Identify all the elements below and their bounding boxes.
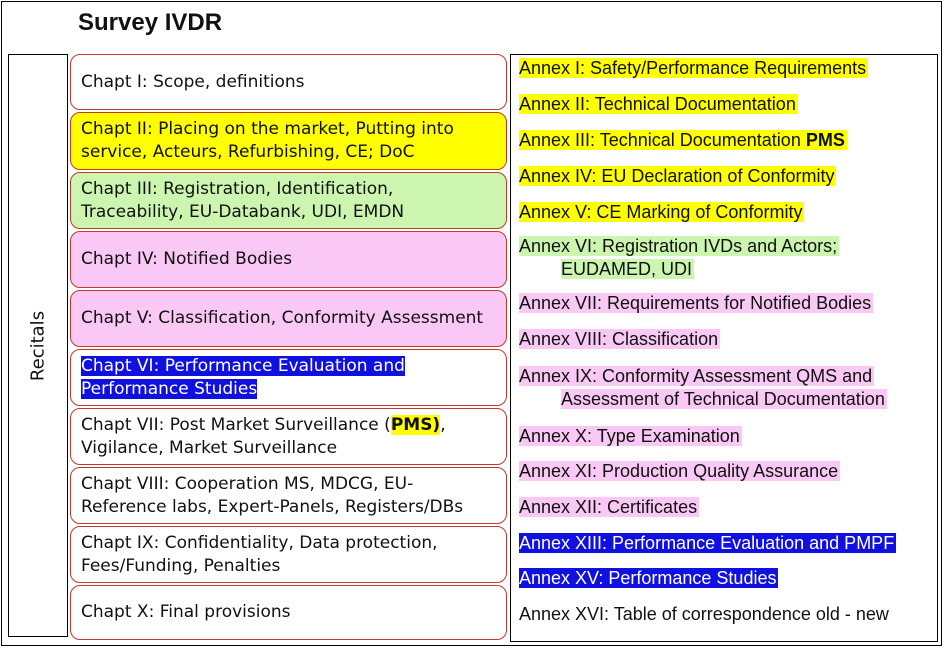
chapter-text [81, 414, 498, 460]
annex-item [519, 425, 742, 448]
chapter-text-after: , Vigilance, Market Surveillance [81, 414, 446, 458]
annex-text: EUDAMED, UDI [561, 259, 693, 279]
chapter-box [70, 54, 507, 110]
annex-line [519, 460, 840, 483]
chapter-pms-highlight: PMS) [390, 414, 441, 435]
annex-item [519, 365, 887, 411]
chapter-text: Chapt V: Classification, Conformity Assessment [81, 308, 484, 328]
annex-text: Annex XVI: Table of correspondence old - new [519, 604, 889, 624]
chapter-text [81, 355, 498, 401]
recitals-label: Recitals [27, 310, 49, 381]
annex-text: Assessment of Technical Documentation [561, 389, 885, 409]
recitals-box [8, 54, 68, 637]
chapter-text: Chapt III: Registration, Identification, Traceability, EU-Databank, UDI, EMDN [81, 178, 405, 222]
annex-line [519, 258, 839, 281]
annex-item [519, 603, 891, 626]
chapter-text: Chapt I: Scope, definitions [81, 71, 305, 92]
annex-line [519, 201, 804, 224]
annex-text: Annex V: CE Marking of Conformity [519, 202, 803, 222]
annex-item [519, 201, 804, 224]
chapter-box [70, 172, 507, 229]
chapter-text: Chapt VIII: Cooperation MS, MDCG, EU-Reference labs, Expert-Panels, Registers/DBs [81, 473, 464, 517]
annex-text: Annex XIII: Performance Evaluation and PMPF [519, 533, 895, 553]
annex-item [519, 567, 778, 590]
annex-item [519, 57, 868, 80]
chapter-box [70, 467, 507, 524]
chapter-text-highlight: Chapt VI: Performance Evaluation and Performance Studies [81, 355, 405, 399]
annex-line [519, 496, 699, 519]
chapter-box [70, 112, 507, 170]
annex-line [519, 292, 873, 315]
annex-line [519, 235, 839, 258]
annex-line [519, 93, 798, 116]
chapters-column [70, 54, 507, 640]
annex-text: Annex XV: Performance Studies [519, 568, 777, 588]
annex-item [519, 129, 847, 152]
annex-line [519, 328, 720, 351]
annex-line [519, 532, 896, 555]
chapter-box [70, 408, 507, 465]
chapter-box [70, 290, 507, 347]
annex-line [519, 129, 847, 152]
annex-line [519, 57, 868, 80]
annex-line [519, 388, 887, 411]
annex-line [519, 567, 778, 590]
page-title: Survey IVDR [78, 9, 223, 36]
chapter-box [70, 585, 507, 640]
annex-line [519, 165, 836, 188]
annex-item [519, 292, 873, 315]
chapter-text: Chapt II: Placing on the market, Putting into service, Acteurs, Refurbishing, CE; DoC [81, 119, 454, 162]
annex-text: Annex III: Technical Documentation PMS [519, 130, 845, 150]
annex-pms-bold: PMS [805, 130, 845, 150]
annex-item [519, 328, 720, 351]
chapter-box [70, 526, 507, 583]
annex-line [519, 603, 891, 626]
annex-text: Annex II: Technical Documentation [519, 94, 796, 114]
chapter-box [70, 231, 507, 288]
annex-text: Annex X: Type Examination [519, 426, 740, 446]
annex-text: Annex IX: Conformity Assessment QMS and [519, 366, 873, 386]
annex-item [519, 496, 699, 519]
annex-text: Annex VI: Registration IVDs and Actors; [519, 236, 838, 256]
annex-item [519, 165, 836, 188]
chapter-box [70, 349, 507, 406]
annex-text: Annex XI: Production Quality Assurance [519, 461, 839, 481]
annex-line [519, 365, 887, 388]
annex-text: Annex VII: Requirements for Notified Bodies [519, 293, 872, 313]
chapter-text-before: Chapt VII: Post Market Surveillance ( [81, 414, 391, 435]
annex-line [519, 425, 742, 448]
annex-text: Annex I: Safety/Performance Requirements [519, 58, 867, 78]
annex-item [519, 93, 798, 116]
annex-text: Annex XII: Certificates [519, 497, 698, 517]
annex-item [519, 532, 896, 555]
annex-item [519, 460, 840, 483]
annex-text: Annex IV: EU Declaration of Conformity [519, 166, 835, 186]
annexes-column [510, 54, 938, 642]
chapter-text: Chapt IX: Confidentiality, Data protection, Fees/Funding, Penalties [81, 532, 438, 576]
chapter-text: Chapt X: Final provisions [81, 602, 291, 622]
annex-text: Annex VIII: Classification [519, 329, 719, 349]
chapter-text: Chapt IV: Notified Bodies [81, 249, 293, 269]
annex-item [519, 235, 839, 281]
